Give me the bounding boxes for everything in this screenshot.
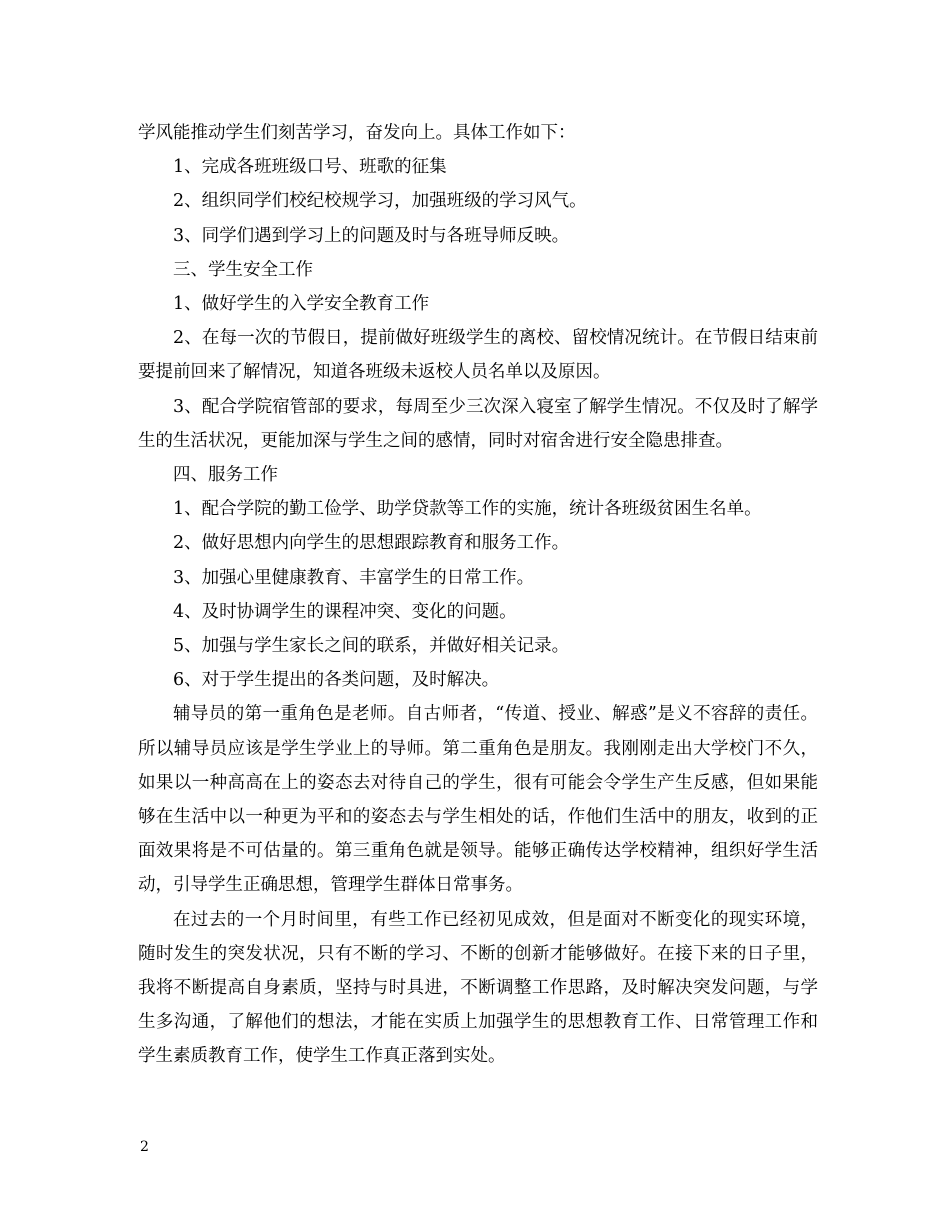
document-body xyxy=(138,116,818,1074)
section-heading-service-work: 四、服务工作 xyxy=(173,465,278,486)
paragraph-6: 2、在每一次的节假日，提前做好班级学生的离校、留校情况统计。在节假日结束前要提前回来了解情况，知道各班级未返校人员名单以及原因。 xyxy=(138,328,818,383)
section-heading-student-safety: 三、学生安全工作 xyxy=(173,259,313,280)
paragraph-14: 6、对于学生提出的各类问题，及时解决。 xyxy=(173,670,500,691)
paragraph-10: 2、做好思想内向学生的思想跟踪教育和服务工作。 xyxy=(173,533,570,554)
paragraph-15: 辅导员的第一重角色是老师。自古师者，“传道、授业、解惑”是义不容辞的责任。所以辅导员应该是学生学业上的导师。第二重角色是朋友。我刚刚走出大学校门不久，如果以一种高高在上的姿态去对待自己的学生，很有可能会令学生产生反感，但如果能够在生活中以一种更为平和的姿态去与学生相处的话，作他们生活中的朋友，收到的正面效果将是不可估量的。第三重角色就是领导。能够正确传达学校精神，组织好学生活动，引导学生正确思想，管理学生群体日常事务。 xyxy=(138,704,818,896)
paragraph-1: 1、完成各班班级口号、班歌的征集 xyxy=(173,157,447,178)
paragraph-0: 学风能推动学生们刻苦学习，奋发向上。具体工作如下： xyxy=(138,123,576,143)
paragraph-2: 2、组织同学们校纪校规学习，加强班级的学习风气。 xyxy=(173,191,587,212)
page-number: 2 xyxy=(140,1139,149,1155)
paragraph-13: 5、加强与学生家长之间的联系，并做好相关记录。 xyxy=(173,636,570,657)
paragraph-7: 3、配合学院宿管部的要求，每周至少三次深入寝室了解学生情况。不仅及时了解学生的生活状况，更能加深与学生之间的感情，同时对宿舍进行安全隐患排查。 xyxy=(138,396,818,451)
paragraph-9: 1、配合学院的勤工俭学、助学贷款等工作的实施，统计各班级贫困生名单。 xyxy=(173,499,762,520)
paragraph-12: 4、及时协调学生的课程冲突、变化的问题。 xyxy=(173,601,517,622)
paragraph-5: 1、做好学生的入学安全教育工作 xyxy=(173,294,430,315)
paragraph-11: 3、加强心里健康教育、丰富学生的日常工作。 xyxy=(173,567,535,588)
paragraph-3: 3、同学们遇到学习上的问题及时与各班导师反映。 xyxy=(173,225,570,246)
paragraph-16: 在过去的一个月时间里，有些工作已经初见成效，但是面对不断变化的现实环境，随时发生的突发状况，只有不断的学习、不断的创新才能够做好。在接下来的日子里，我将不断提高自身素质，坚持与时具进，不断调整工作思路，及时解决突发问题，与学生多沟通，了解他们的想法，才能在实质上加强学生的思想教育工作、日常管理工作和学生素质教育工作，使学生工作真正落到实处。 xyxy=(138,909,818,1067)
